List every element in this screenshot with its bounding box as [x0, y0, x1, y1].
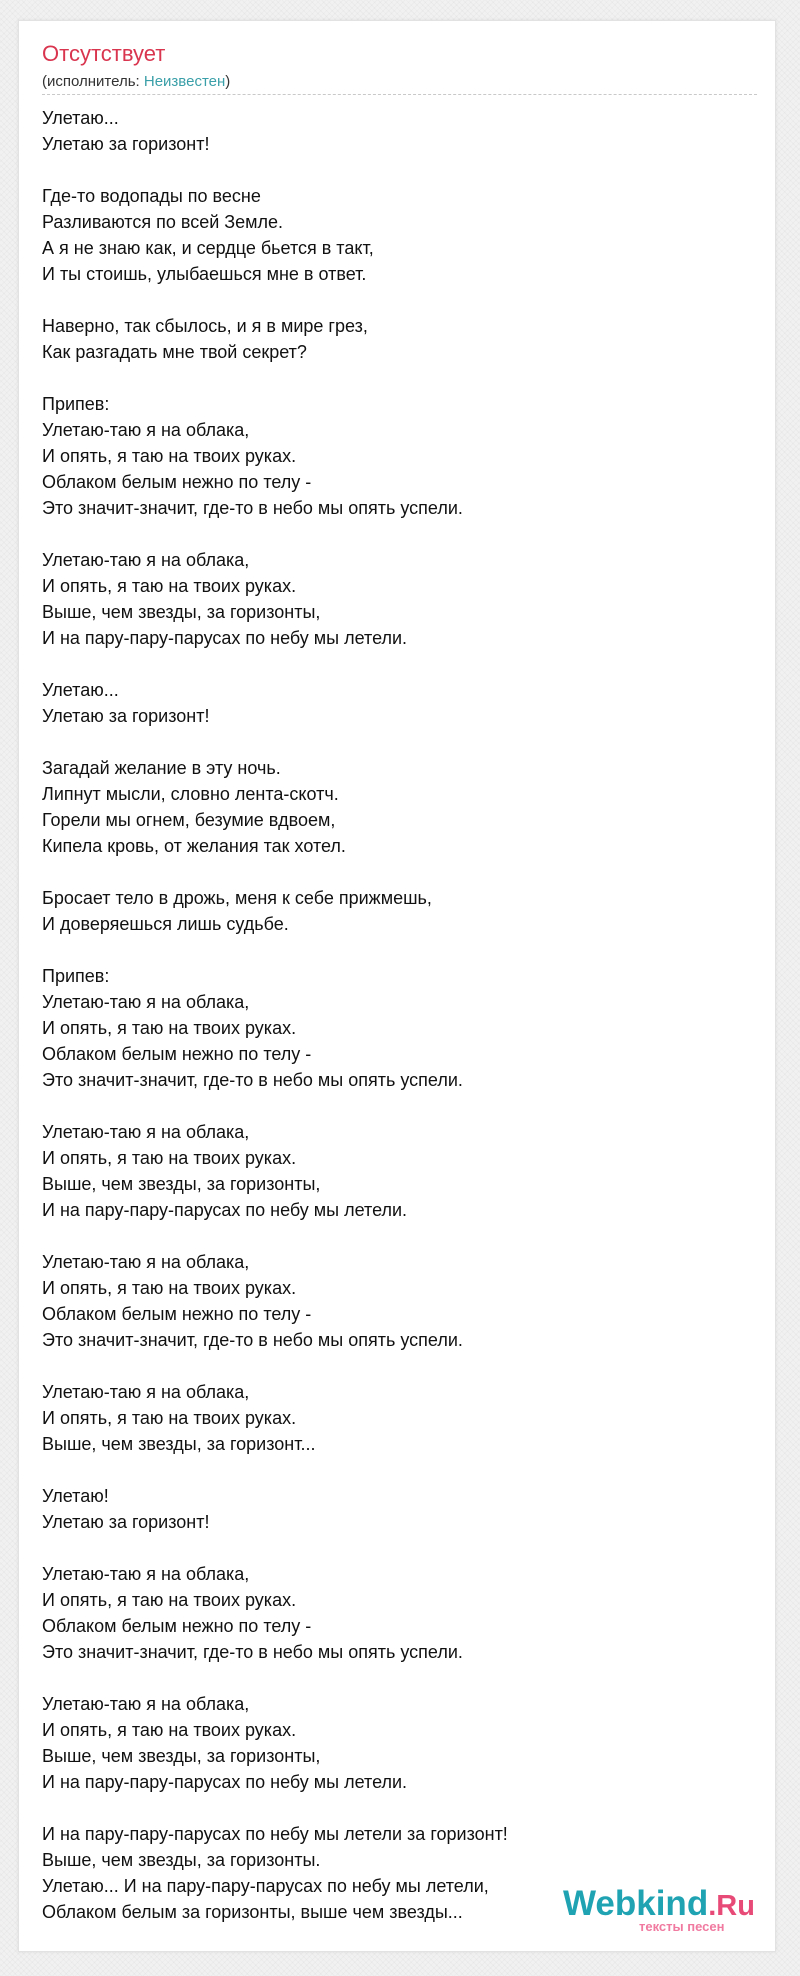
- stanza-break: [42, 1535, 742, 1561]
- lyric-line: И доверяешься лишь судьбе.: [42, 914, 289, 934]
- lyric-line: Припев:: [42, 394, 110, 414]
- logo-word: Webkind: [563, 1884, 709, 1923]
- stanza-break: [42, 287, 742, 313]
- lyric-line: Облаком белым нежно по телу -: [42, 1616, 312, 1636]
- artist-link[interactable]: Неизвестен: [143, 73, 226, 90]
- lyric-line: Выше, чем звезды, за горизонты,: [42, 1746, 321, 1766]
- lyric-line: Облаком белым нежно по телу -: [42, 1044, 312, 1064]
- lyric-line: Улетаю-таю я на облака,: [42, 1252, 250, 1272]
- lyric-line: Это значит-значит, где-то в небо мы опять успели.: [42, 1330, 463, 1350]
- lyric-line: Липнут мысли, словно лента-скотч.: [42, 784, 339, 804]
- stanza-break: [42, 937, 742, 963]
- stanza-break: [42, 651, 742, 677]
- lyric-line: Улетаю... И на пару-пару-парусах по небу мы летели,: [42, 1876, 489, 1896]
- stanza-break: [42, 859, 742, 885]
- lyric-line: Облаком белым за горизонты, выше чем звезды...: [42, 1902, 463, 1922]
- lyric-line: Улетаю...: [42, 108, 119, 128]
- lyric-line: И опять, я таю на твоих руках.: [42, 1720, 297, 1740]
- lyric-line: Выше, чем звезды, за горизонт...: [42, 1434, 316, 1454]
- lyric-line: Улетаю...: [42, 680, 119, 700]
- lyrics-body: [42, 105, 742, 1925]
- lyric-line: Как разгадать мне твой секрет?: [42, 342, 307, 362]
- lyric-line: Улетаю-таю я на облака,: [42, 1122, 250, 1142]
- lyric-line: И опять, я таю на твоих руках.: [42, 576, 297, 596]
- site-logo[interactable]: [563, 1886, 753, 1946]
- lyric-line: Припев:: [42, 966, 110, 986]
- lyric-line: И ты стоишь, улыбаешься мне в ответ.: [42, 264, 367, 284]
- lyric-line: И на пару-пару-парусах по небу мы летели.: [42, 1200, 408, 1220]
- lyric-line: Наверно, так сбылось, и я в мире грез,: [42, 316, 368, 336]
- lyric-line: Где-то водопады по весне: [42, 186, 261, 206]
- lyric-line: Улетаю-таю я на облака,: [42, 1694, 250, 1714]
- lyric-line: Улетаю-таю я на облака,: [42, 1382, 250, 1402]
- lyric-line: И опять, я таю на твоих руках.: [42, 1278, 297, 1298]
- stanza-break: [42, 365, 742, 391]
- lyric-line: И опять, я таю на твоих руках.: [42, 1590, 297, 1610]
- artist-line: [42, 74, 230, 89]
- lyric-line: И опять, я таю на твоих руках.: [42, 1148, 297, 1168]
- lyric-line: Разливаются по всей Земле.: [42, 212, 284, 232]
- lyric-line: И на пару-пару-парусах по небу мы летели за горизонт!: [42, 1824, 508, 1844]
- lyrics-card: [18, 20, 776, 1952]
- lyric-line: Улетаю за горизонт!: [42, 1512, 210, 1532]
- lyric-line: Улетаю-таю я на облака,: [42, 992, 250, 1012]
- lyric-line: Это значит-значит, где-то в небо мы опять успели.: [42, 1070, 463, 1090]
- lyric-line: Бросает тело в дрожь, меня к себе прижмешь,: [42, 888, 432, 908]
- logo-tld: .Ru: [708, 1890, 755, 1922]
- song-title: Отсутствует: [42, 41, 166, 66]
- lyric-line: И опять, я таю на твоих руках.: [42, 446, 297, 466]
- lyric-line: И на пару-пару-парусах по небу мы летели.: [42, 628, 408, 648]
- lyric-line: Это значит-значит, где-то в небо мы опять успели.: [42, 1642, 463, 1662]
- artist-suffix: ): [225, 73, 231, 90]
- stanza-break: [42, 1457, 742, 1483]
- logo-wordmark: [563, 1886, 755, 1921]
- lyric-line: Облаком белым нежно по телу -: [42, 1304, 312, 1324]
- lyric-line: Это значит-значит, где-то в небо мы опять успели.: [42, 498, 463, 518]
- lyric-line: Улетаю за горизонт!: [42, 706, 210, 726]
- stanza-break: [42, 1223, 742, 1249]
- stanza-break: [42, 1795, 742, 1821]
- stanza-break: [42, 157, 742, 183]
- lyric-line: Кипела кровь, от желания так хотел.: [42, 836, 346, 856]
- lyric-line: И на пару-пару-парусах по небу мы летели.: [42, 1772, 408, 1792]
- lyric-line: Загадай желание в эту ночь.: [42, 758, 281, 778]
- lyric-line: И опять, я таю на твоих руках.: [42, 1018, 297, 1038]
- lyric-line: И опять, я таю на твоих руках.: [42, 1408, 297, 1428]
- logo-tagline: тексты песен: [639, 1919, 725, 1934]
- lyric-line: Выше, чем звезды, за горизонты.: [42, 1850, 321, 1870]
- lyric-line: Улетаю!: [42, 1486, 109, 1506]
- stanza-break: [42, 521, 742, 547]
- header-divider: [42, 94, 757, 95]
- stanza-break: [42, 729, 742, 755]
- stanza-break: [42, 1353, 742, 1379]
- stanza-break: [42, 1093, 742, 1119]
- lyric-line: Улетаю-таю я на облака,: [42, 420, 250, 440]
- lyric-line: Улетаю-таю я на облака,: [42, 1564, 250, 1584]
- lyric-line: Горели мы огнем, безумие вдвоем,: [42, 810, 336, 830]
- lyric-line: Улетаю за горизонт!: [42, 134, 210, 154]
- stanza-break: [42, 1665, 742, 1691]
- lyric-line: Улетаю-таю я на облака,: [42, 550, 250, 570]
- artist-prefix: (исполнитель:: [42, 73, 144, 90]
- lyric-line: Выше, чем звезды, за горизонты,: [42, 602, 321, 622]
- lyric-line: Выше, чем звезды, за горизонты,: [42, 1174, 321, 1194]
- lyric-line: Облаком белым нежно по телу -: [42, 472, 312, 492]
- lyric-line: А я не знаю как, и сердце бьется в такт,: [42, 238, 374, 258]
